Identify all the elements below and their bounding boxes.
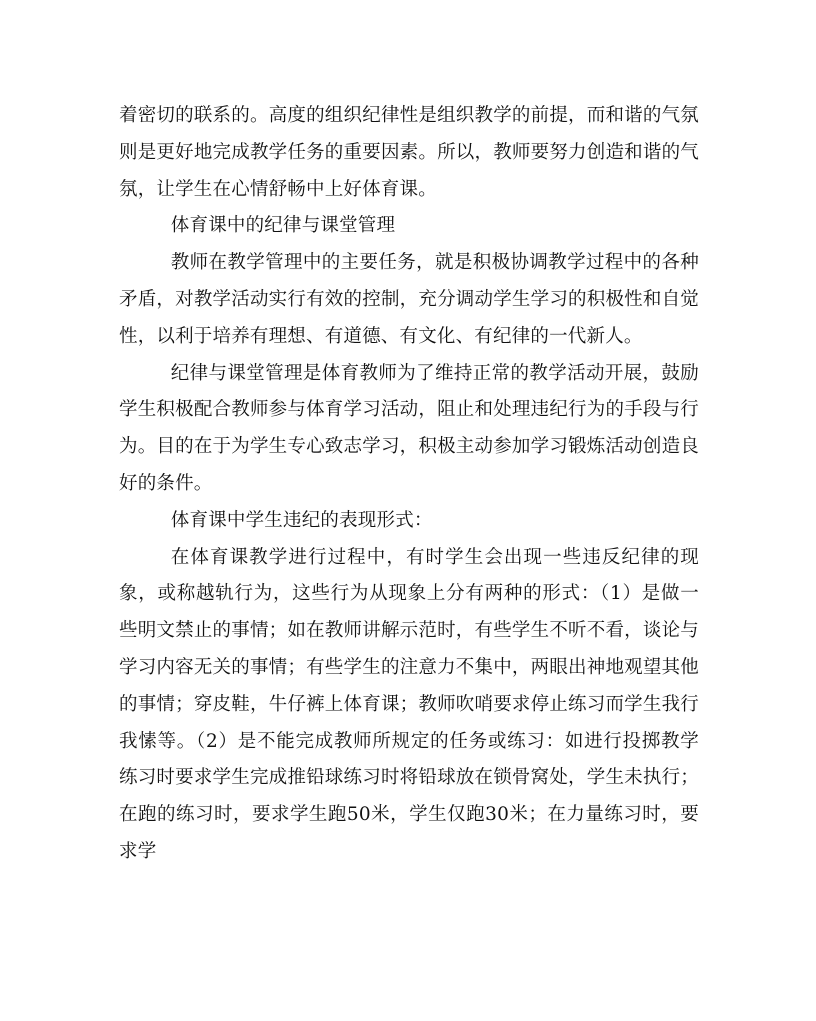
paragraph-intro: 着密切的联系的。高度的组织纪律性是组织教学的前提，而和谐的气氛则是更好地完成教学任务的重要因素。所以，教师要努力创造和谐的气氛，让学生在心情舒畅中上好体育课。 (119, 105, 699, 200)
document-body (119, 98, 699, 871)
section-heading-discipline-management: 体育课中的纪律与课堂管理 (170, 215, 396, 237)
paragraph-violation-details: 在体育课教学进行过程中，有时学生会出现一些违反纪律的现象，或称越轨行为，这些行为从现象上分有两种的形式：（1）是做一些明文禁止的事情；如在教师讲解示范时，有些学生不听不看，谈论与学习内容无关的事情；有些学生的注意力不集中，两眼出神地观望其他的事情；穿皮鞋，牛仔裤上体育课；教师吹哨要求停止练习而学生我行我愫等。（2）是不能完成教师所规定的任务或练习：如进行投掷教学练习时要求学生完成推铅球练习时将铅球放在锁骨窝处，学生未执行；在跑的练习时，要求学生跑50米，学生仅跑30米；在力量练习时，要求学 (119, 546, 699, 862)
paragraph-discipline-definition: 纪律与课堂管理是体育教师为了维持正常的教学活动开展，鼓励学生积极配合教师参与体育学习活动，阻止和处理违纪行为的手段与行为。目的在于为学生专心致志学习，积极主动参加学习锻炼活动创造良好的条件。 (119, 362, 699, 494)
paragraph-teacher-task: 教师在教学管理中的主要任务，就是积极协调教学过程中的各种矛盾，对教学活动实行有效的控制，充分调动学生学习的积极性和自觉性，以利于培养有理想、有道德、有文化、有纪律的一代新人。 (119, 252, 699, 347)
section-heading-violation-forms: 体育课中学生违纪的表现形式： (170, 509, 433, 531)
